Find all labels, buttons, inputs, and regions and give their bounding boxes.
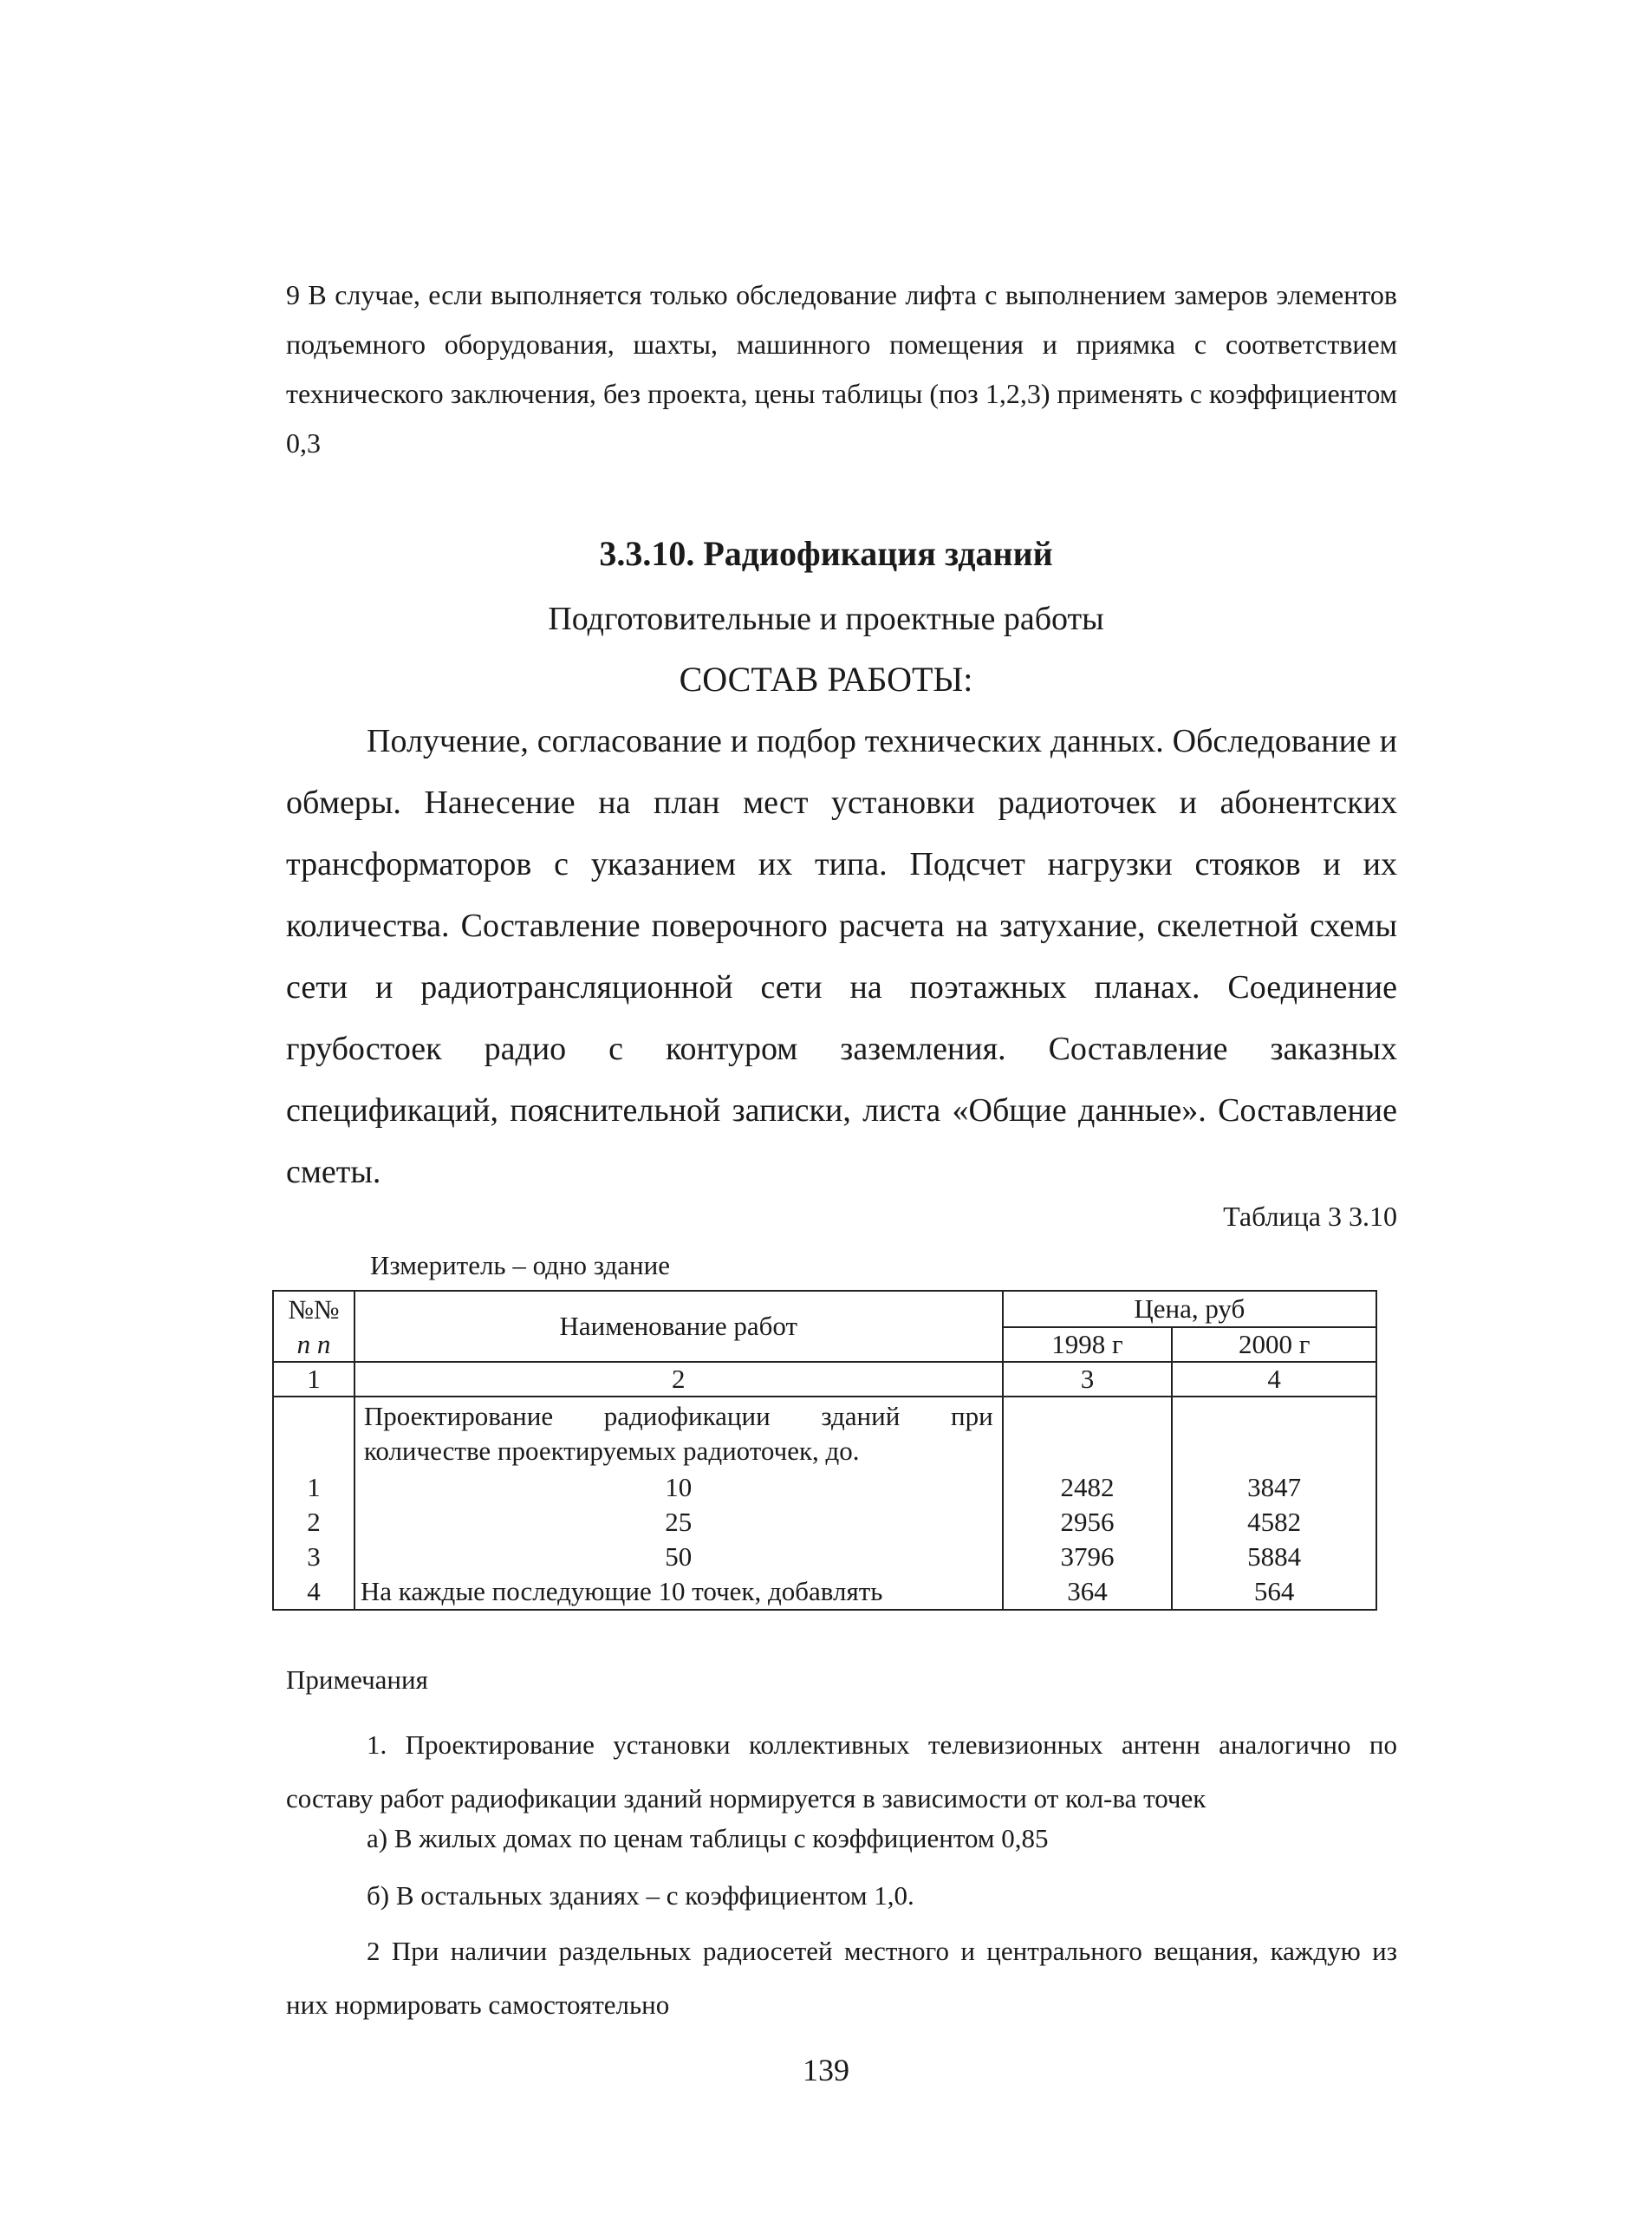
group-text: Проектирование радиофикации зданий при количестве проектируемых радиоточек, до. [354,1397,1003,1470]
row-name: 50 [354,1540,1003,1574]
table-row [273,1574,1376,1610]
row-price-1998: 364 [1003,1574,1173,1610]
note-9-paragraph: 9 В случае, если выполняется только обследование лифта с выполнением замеров элементов подъемного оборудования, шахты, машинного помещения и приямка с соответствием технического заключения, без проекта, цены таблицы (поз 1,2,3) применять с коэффициентом 0,3 [286,279,1397,459]
row-name: 10 [354,1470,1003,1505]
row-price-2000: 5884 [1172,1540,1376,1574]
row-name: 25 [354,1505,1003,1540]
page-number: 139 [803,2053,849,2087]
price-table [272,1290,1377,1611]
col-number: 1 [273,1362,354,1397]
section-subtitle: Подготовительные и проектные работы [548,601,1104,637]
header-1998: 1998 г [1003,1327,1173,1362]
row-num: 2 [273,1505,354,1540]
header-price: Цена, руб [1003,1291,1376,1327]
table-row [273,1397,1376,1470]
row-price-2000: 4582 [1172,1505,1376,1540]
table-row [273,1470,1376,1505]
note-2: 2 При наличии раздельных радиосетей местного и центрального вещания, каждую из них нормировать самостоятельно [286,1936,1397,2020]
col-number: 3 [1003,1362,1173,1397]
note-1b: б) В остальных зданиях – с коэффициентом 1,0. [367,1880,914,1911]
composition-heading: СОСТАВ РАБОТЫ: [679,660,973,699]
row-num: 3 [273,1540,354,1574]
row-price-1998: 2482 [1003,1470,1173,1505]
col-number: 2 [354,1362,1003,1397]
note-1: 1. Проектирование установки коллективных телевизионных антенн аналогично по составу работ радиофикации зданий нормируется в зависимости от кол-ва точек [286,1729,1397,1813]
header-num-2: п п [273,1327,354,1362]
note-1a: а) В жилых домах по ценам таблицы с коэффициентом 0,85 [367,1823,1049,1853]
header-name: Наименование работ [354,1291,1003,1362]
section-title: 3.3.10. Радиофикация зданий [599,534,1053,573]
table-row [273,1540,1376,1574]
row-name: На каждые последующие 10 точек, добавлять [354,1574,1003,1610]
table-label: Таблица 3 3.10 [1223,1201,1397,1232]
composition-text: Получение, согласование и подбор технических данных. Обследование и обмеры. Нанесение на план мест установки радиоточек и абонентских трансформаторов с указанием их типа. Подсчет нагрузки стояков и их количества. Составление поверочного расчета на затухание, скелетной схемы сети и радиотрансляционной сети на поэтажных планах. Соединение грубостоек радио с контуром заземления. Составление заказных спецификаций, пояснительной записки, листа «Общие данные». Составление сметы. [286,723,1397,1190]
notes-heading: Примечания [286,1664,428,1695]
row-num: 1 [273,1470,354,1505]
header-num: №№ [273,1291,354,1327]
table-row [273,1505,1376,1540]
row-price-1998: 3796 [1003,1540,1173,1574]
header-2000: 2000 г [1172,1327,1376,1362]
row-price-1998: 2956 [1003,1505,1173,1540]
row-price-2000: 3847 [1172,1470,1376,1505]
col-number: 4 [1172,1362,1376,1397]
row-num: 4 [273,1574,354,1610]
table-measure: Измеритель – одно здание [370,1250,670,1280]
row-price-2000: 564 [1172,1574,1376,1610]
